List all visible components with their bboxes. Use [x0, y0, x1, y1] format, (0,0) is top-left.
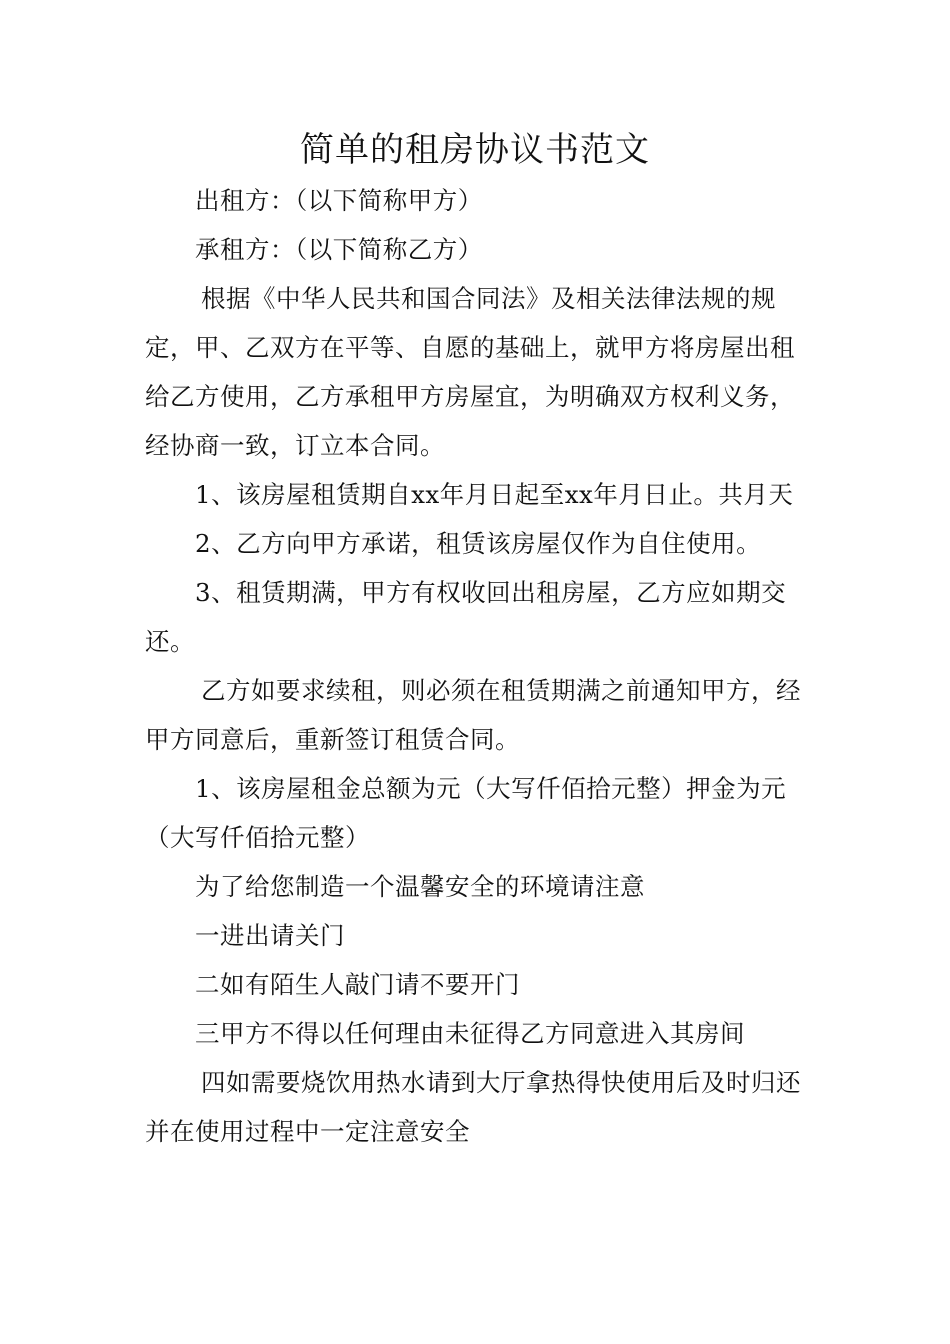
- paragraph-rule-3: 三甲方不得以任何理由未征得乙方同意进入其房间: [195, 1019, 745, 1048]
- paragraph-use: 2、乙方向甲方承诺，租赁该房屋仅作为自住使用。: [195, 529, 762, 558]
- paragraph-term: 1、该房屋租赁期自xx年月日起至xx年月日止。共月天: [195, 480, 794, 509]
- paragraph-lessee: 承租方：（以下简称乙方）: [195, 235, 483, 264]
- paragraph-renewal: 乙方如要求续租，则必须在租赁期满之前通知甲方，经甲方同意后，重新签订租赁合同。: [145, 676, 801, 754]
- paragraph-rule-2: 二如有陌生人敲门请不要开门: [195, 970, 520, 999]
- paragraph-preamble: 根据《中华人民共和国合同法》及相关法律法规的规定，甲、乙双方在平等、自愿的基础上，就甲方将房屋出租给乙方使用，乙方承租甲方房屋宜，为明确双方权利义务，经协商一致，订立本合同。: [145, 284, 795, 460]
- paragraph-rule-4: 四如需要烧饮用热水请到大厅拿热得快使用后及时归还并在使用过程中一定注意安全: [145, 1068, 801, 1146]
- paragraph-rent: 1、该房屋租金总额为元（大写仟佰拾元整）押金为元（大写仟佰拾元整）: [145, 774, 787, 852]
- paragraph-notice: 为了给您制造一个温馨安全的环境请注意: [195, 872, 645, 901]
- document-body: [145, 176, 810, 1156]
- paragraph-rule-1: 一进出请关门: [195, 921, 345, 950]
- paragraph-lessor: 出租方：（以下简称甲方）: [195, 186, 483, 215]
- document-title: 简单的租房协议书范文: [300, 130, 650, 170]
- paragraph-expiry: 3、租赁期满，甲方有权收回出租房屋，乙方应如期交还。: [145, 578, 787, 656]
